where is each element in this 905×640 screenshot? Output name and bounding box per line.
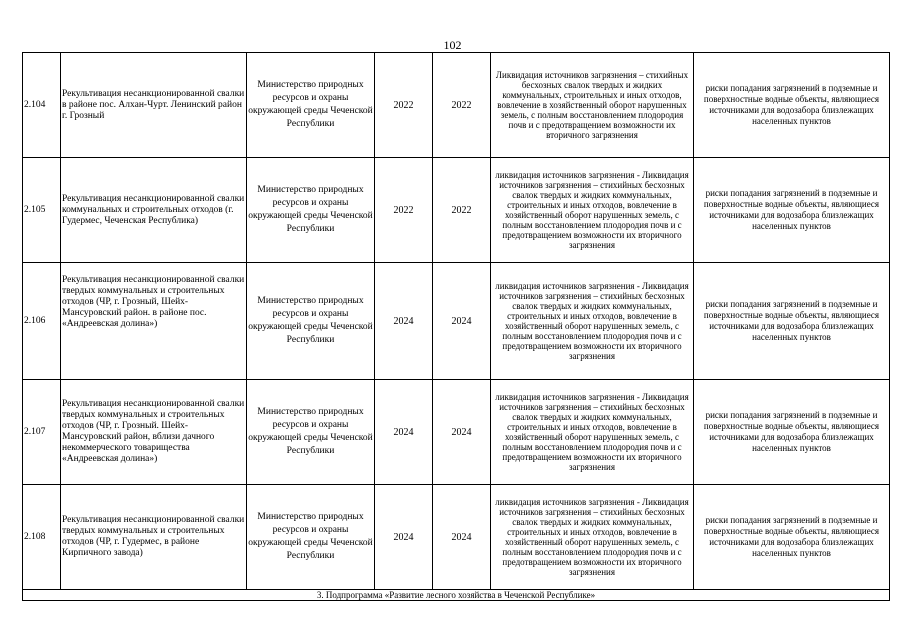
year-start: 2022 <box>375 53 433 158</box>
measure-name: Рекультивация несанкционированной свалки твердых коммунальных и строительных отходов (ЧР, г. Грозный. Шейх-Мансуровский район, вблизи дачного некоммерческого товарищества «Андреевская долина») <box>61 380 247 485</box>
year-end: 2022 <box>433 158 491 263</box>
measure-name: Рекультивация несанкционированной свалки в районе пос. Алхан-Чурт. Ленинский район г. Грозный <box>61 53 247 158</box>
responsible-agency: Министерство природных ресурсов и охраны окружающей среды Чеченской Республики <box>247 158 375 263</box>
table-row <box>23 485 890 590</box>
table-row <box>23 380 890 485</box>
risk-description: риски попадания загрязнений в подземные и поверхностные водные объекты, являющиеся источниками для водозабора близлежащих населенных пунктов <box>694 263 890 380</box>
year-start: 2022 <box>375 158 433 263</box>
measure-name: Рекультивация несанкционированной свалки коммунальных и строительных отходов (г. Гудермес, Чеченская Республика) <box>61 158 247 263</box>
section-title: 3. Подпрограмма «Развитие лесного хозяйства в Чеченской Республике» <box>23 590 890 601</box>
responsible-agency: Министерство природных ресурсов и охраны окружающей среды Чеченской Республики <box>247 380 375 485</box>
responsible-agency: Министерство природных ресурсов и охраны окружающей среды Чеченской Республики <box>247 263 375 380</box>
risk-description: риски попадания загрязнений в подземные и поверхностные водные объекты, являющиеся источниками для водозабора близлежащих населенных пунктов <box>694 53 890 158</box>
expected-result: ликвидация источников загрязнения - Ликвидация источников загрязнения – стихийных бесхозных свалок твердых и жидких коммунальных, строительных и иных отходов, вовлечение в хозяйственный оборот нарушенных земель, с полным восстановлением плодородия почв и с предотвращением возможности их вторичного загрязнения <box>491 380 694 485</box>
expected-result: ликвидация источников загрязнения - Ликвидация источников загрязнения – стихийных бесхозных свалок твердых и жидких коммунальных, строительных и иных отходов, вовлечение в хозяйственный оборот нарушенных земель, с полным восстановлением плодородия почв и с предотвращением возможности их вторичного загрязнения <box>491 158 694 263</box>
expected-result: Ликвидация источников загрязнения – стихийных бесхозных свалок твердых и жидких коммунальных, строительных и иных отходов, вовлечение в хозяйственный оборот нарушенных земель, с полным восстановлением плодородия почв и с предотвращением возможности их вторичного загрязнения <box>491 53 694 158</box>
responsible-agency: Министерство природных ресурсов и охраны окружающей среды Чеченской Республики <box>247 485 375 590</box>
measure-name: Рекультивация несанкционированной свалки твердых коммунальных и строительных отходов (ЧР, г. Гудермес, в районе Кирпичного завода) <box>61 485 247 590</box>
risk-description: риски попадания загрязнений в подземные и поверхностные водные объекты, являющиеся источниками для водозабора близлежащих населенных пунктов <box>694 380 890 485</box>
row-number: 2.105 <box>23 158 61 263</box>
year-end: 2022 <box>433 53 491 158</box>
risk-description: риски попадания загрязнений в подземные и поверхностные водные объекты, являющиеся источниками для водозабора близлежащих населенных пунктов <box>694 485 890 590</box>
row-number: 2.107 <box>23 380 61 485</box>
measures-table <box>22 52 890 601</box>
row-number: 2.106 <box>23 263 61 380</box>
table-row <box>23 53 890 158</box>
page-number: 102 <box>443 38 462 52</box>
risk-description: риски попадания загрязнений в подземные и поверхностные водные объекты, являющиеся источниками для водозабора близлежащих населенных пунктов <box>694 158 890 263</box>
year-end: 2024 <box>433 380 491 485</box>
table-row <box>23 158 890 263</box>
row-number: 2.108 <box>23 485 61 590</box>
row-number: 2.104 <box>23 53 61 158</box>
responsible-agency: Министерство природных ресурсов и охраны окружающей среды Чеченской Республики <box>247 53 375 158</box>
year-start: 2024 <box>375 380 433 485</box>
expected-result: ликвидация источников загрязнения - Ликвидация источников загрязнения – стихийных бесхозных свалок твердых и жидких коммунальных, строительных и иных отходов, вовлечение в хозяйственный оборот нарушенных земель, с полным восстановлением плодородия почв и с предотвращением возможности их вторичного загрязнения <box>491 485 694 590</box>
table-row <box>23 263 890 380</box>
expected-result: ликвидация источников загрязнения - Ликвидация источников загрязнения – стихийных бесхозных свалок твердых и жидких коммунальных, строительных и иных отходов, вовлечение в хозяйственный оборот нарушенных земель, с полным восстановлением плодородия почв и с предотвращением возможности их вторичного загрязнения <box>491 263 694 380</box>
measure-name: Рекультивация несанкционированной свалки твердых коммунальных и строительных отходов (ЧР, г. Грозный, Шейх-Мансуровский район. в районе пос. «Андреевская долина») <box>61 263 247 380</box>
year-end: 2024 <box>433 263 491 380</box>
year-start: 2024 <box>375 263 433 380</box>
year-start: 2024 <box>375 485 433 590</box>
year-end: 2024 <box>433 485 491 590</box>
section-header-row <box>23 590 890 601</box>
